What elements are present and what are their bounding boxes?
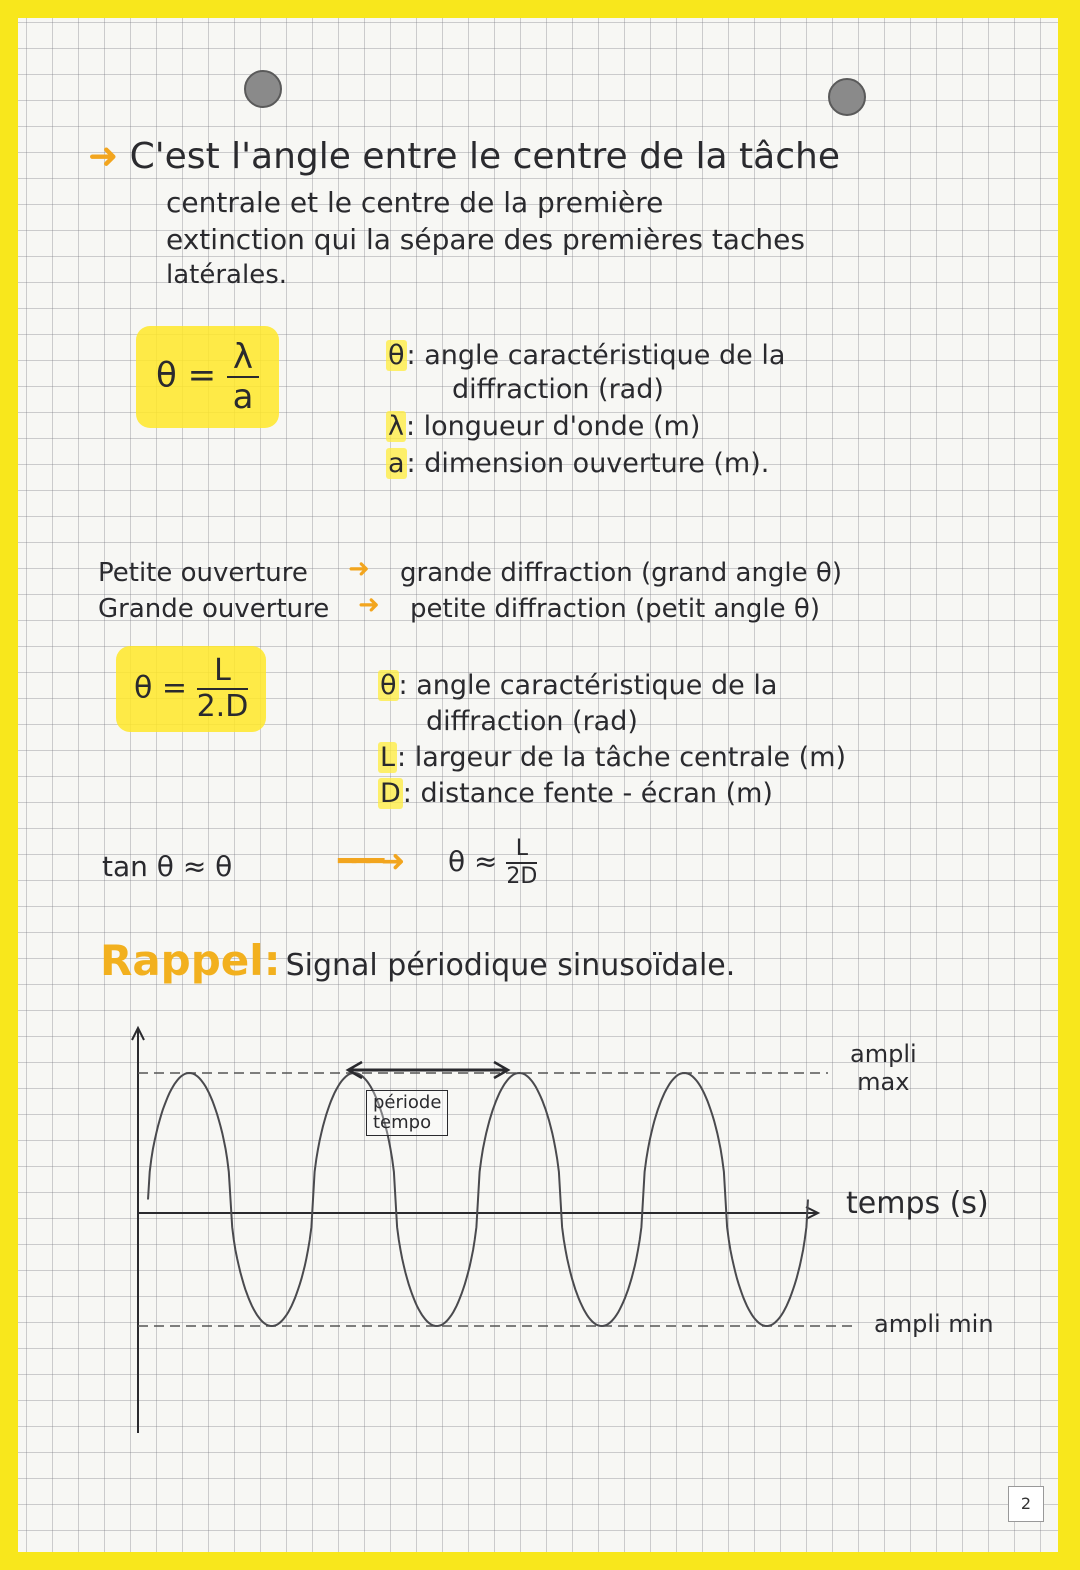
comparison-row-1-left: Petite ouverture (98, 558, 308, 588)
comparison-row-1-right: grande diffraction (grand angle θ) (400, 558, 842, 588)
definition-lambda: λ: longueur d'onde (m) (388, 411, 701, 442)
approx-tan: tan θ ≈ θ (102, 850, 233, 883)
binder-hole-left (244, 70, 282, 108)
arrow-right-icon: ➜ (348, 554, 370, 584)
intro-line-3: extinction qui la sépare des premières taches (166, 223, 805, 256)
definition-theta-1b: diffraction (rad) (452, 374, 664, 405)
fraction: $\frac{L}{2D}$ (506, 836, 538, 889)
sine-wave (148, 1073, 808, 1326)
arrow-right-icon: ➜ (358, 590, 380, 620)
intro-line-2: centrale et le centre de la première (166, 186, 664, 219)
notebook-page (18, 18, 1058, 1552)
definition-D: D: distance fente - écran (m) (380, 778, 773, 809)
definition-theta-2b: diffraction (rad) (426, 706, 638, 737)
comparison-row-2-right: petite diffraction (petit angle θ) (410, 594, 820, 624)
intro-line-4: latérales. (166, 260, 287, 290)
fraction: $\frac{L}{2.D}$ (196, 653, 249, 724)
arrow-right-icon: ➜ (88, 136, 119, 177)
rappel-heading: Rappel: Signal périodique sinusoïdale. (100, 936, 736, 985)
label-ampli-min: ampli min (874, 1310, 994, 1338)
approx-formula: θ ≈ $\frac{L}{2D}$ (448, 836, 538, 889)
definition-a: a: dimension ouverture (m). (388, 448, 770, 479)
fraction: $\frac{\lambda}{a}$ (227, 340, 259, 414)
formula-L-over-2D: θ = $\frac{L}{2.D}$ (116, 646, 266, 732)
long-arrow-right-icon: ━━━➜ (338, 844, 402, 879)
page-number: 2 (1008, 1486, 1044, 1522)
binder-hole-right (828, 78, 866, 116)
definition-theta-2: θ: angle caractéristique de la (380, 670, 778, 701)
formula-lambda-over-a: θ = $\frac{\lambda}{a}$ (136, 326, 279, 428)
definition-theta-1: θ: angle caractéristique de la (388, 340, 786, 371)
comparison-row-2-left: Grande ouverture (98, 594, 330, 624)
label-periode: période tempo (366, 1090, 448, 1136)
label-temps: temps (s) (846, 1186, 989, 1221)
label-ampli-max: ampli max (850, 1040, 917, 1096)
definition-L: L: largeur de la tâche centrale (m) (380, 742, 847, 773)
intro-line-1: ➜ C'est l'angle entre le centre de la tâche (88, 136, 840, 177)
